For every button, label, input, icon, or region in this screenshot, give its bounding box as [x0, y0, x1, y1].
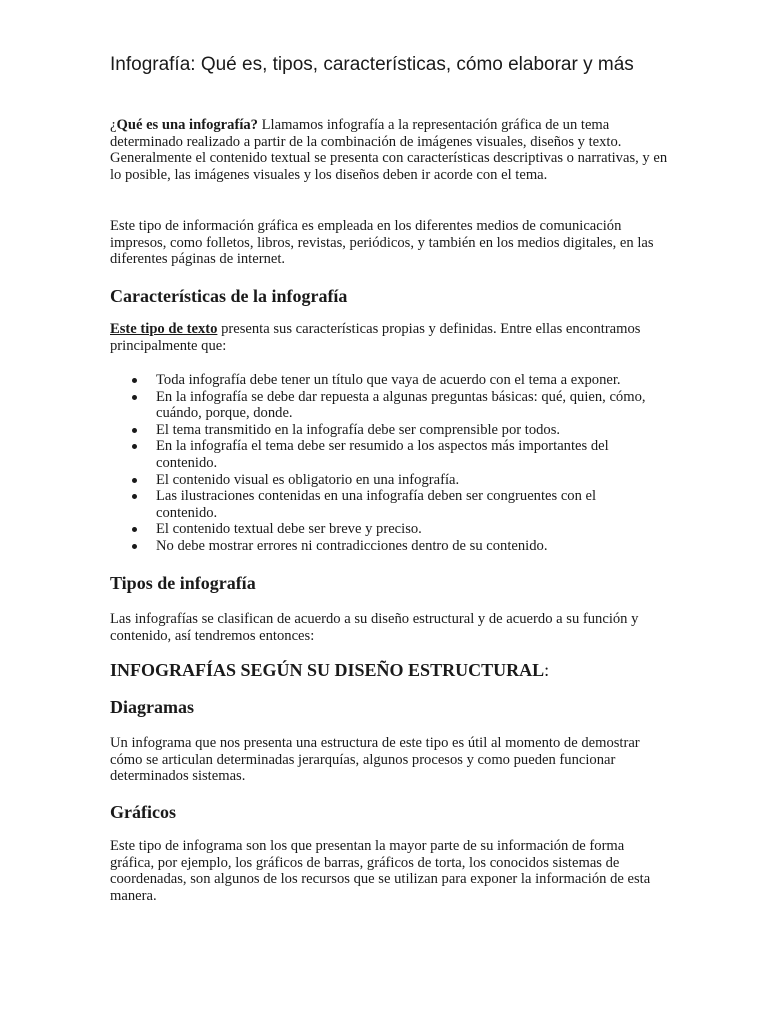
list-item: No debe mostrar errores ni contradicciones dentro de su contenido.	[110, 538, 650, 555]
list-item: Toda infografía debe tener un título que vaya de acuerdo con el tema a exponer.	[110, 372, 650, 389]
list-item: El contenido textual debe ser breve y preciso.	[110, 521, 650, 538]
diagramas-paragraph: Un infograma que nos presenta una estructura de este tipo es útil al momento de demostrar cómo se articulan determinadas jerarquías, algunos procesos y como pueden funcionar determinados sistemas.	[110, 735, 640, 785]
intro-lead-open: ¿	[110, 117, 117, 133]
list-item: En la infografía se debe dar repuesta a algunas preguntas básicas: qué, quien, cómo, cuándo, porque, donde.	[110, 389, 650, 422]
page-title: Infografía: Qué es, tipos, características, cómo elaborar y más	[110, 54, 634, 75]
intro-lead-bold: Qué es una infografía?	[116, 117, 258, 133]
caracteristicas-list	[110, 372, 650, 555]
tipos-paragraph: Las infografías se clasifican de acuerdo a su diseño estructural y de acuerdo a su función y contenido, así tendremos entonces:	[110, 611, 639, 644]
diseno-heading-colon: :	[544, 660, 550, 680]
intro-text: Llamamos infografía a la representación gráfica de un tema determinado realizado a partir de la combinación de imágenes visuales, diseños y texto. Generalmente el contenido textual se presenta con características descriptivas o narrativas, y en lo posible, las imágenes visuales y los diseños deben ir acorde con el tema.	[110, 117, 668, 183]
caracteristicas-paragraph	[110, 321, 670, 354]
intro-paragraph	[110, 117, 670, 183]
list-item: En la infografía el tema debe ser resumido a los aspectos más importantes del contenido.	[110, 438, 650, 471]
heading-tipos: Tipos de infografía	[110, 573, 256, 593]
este-tipo-de-texto-link[interactable]: Este tipo de texto	[110, 321, 218, 337]
heading-diagramas: Diagramas	[110, 697, 194, 717]
heading-caracteristicas: Características de la infografía	[110, 286, 348, 306]
media-paragraph: Este tipo de información gráfica es empleada en los diferentes medios de comunicación impresos, como folletos, libros, revistas, periódicos, y también en los medios digitales, en las diferentes páginas de internet.	[110, 218, 654, 268]
caracteristicas-text: presenta sus características propias y definidas. Entre ellas encontramos principalmente que:	[110, 321, 641, 354]
heading-diseno-estructural	[110, 659, 549, 681]
list-item: Las ilustraciones contenidas en una infografía deben ser congruentes con el contenido.	[110, 488, 650, 521]
graficos-paragraph: Este tipo de infograma son los que presentan la mayor parte de su información de forma gráfica, por ejemplo, los gráficos de barras, gráficos de torta, los conocidos sistemas de coordenadas, son algunos de los recursos que se utilizan para exponer la información de esta manera.	[110, 838, 651, 904]
list-item: El contenido visual es obligatorio en una infografía.	[110, 472, 650, 489]
heading-graficos: Gráficos	[110, 802, 176, 822]
list-item: El tema transmitido en la infografía debe ser comprensible por todos.	[110, 422, 650, 439]
diseno-heading-text: INFOGRAFÍAS SEGÚN SU DISEÑO ESTRUCTURAL	[110, 660, 545, 680]
